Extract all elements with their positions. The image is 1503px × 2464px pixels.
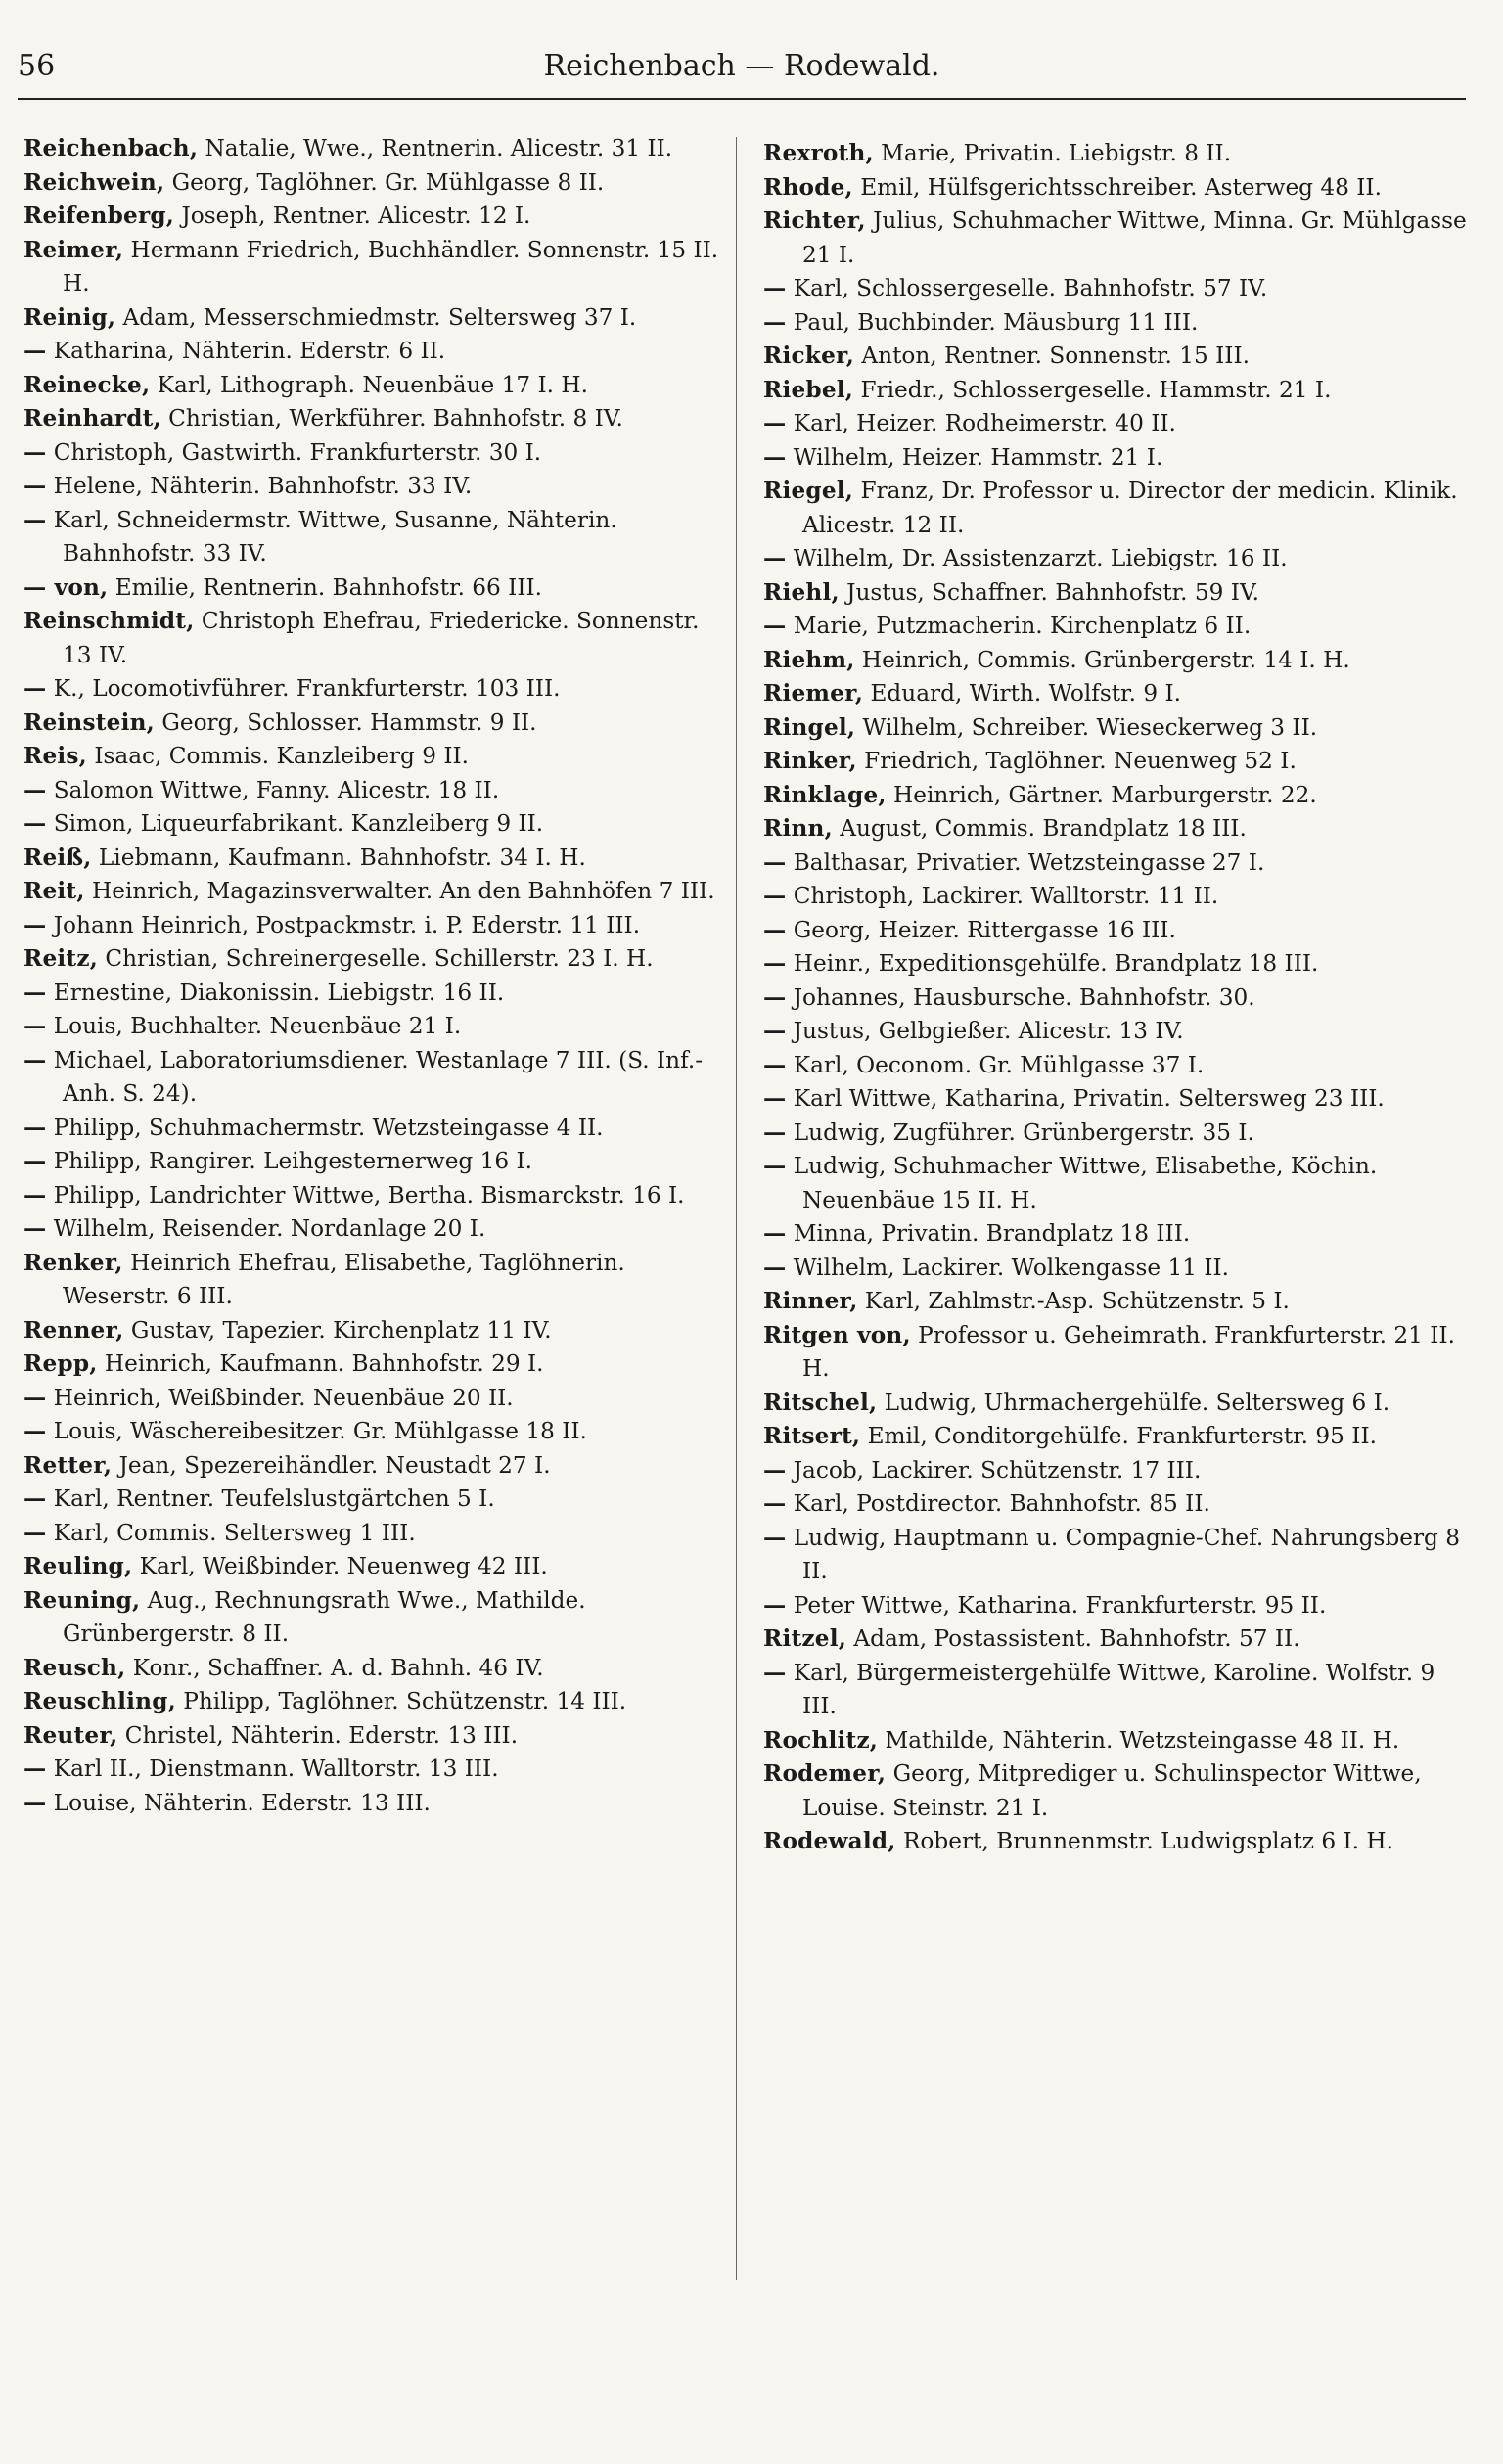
- entry-name: —: [763, 443, 787, 471]
- left-column: [23, 132, 730, 1820]
- entry-details: Ludwig, Zugführer. Grünbergerstr. 35 I.: [786, 1118, 1254, 1146]
- entry-details: Emil, Hülfsgerichtsschreiber. Asterweg 48 II.: [852, 173, 1382, 201]
- entry-name: —: [763, 1085, 787, 1112]
- entry-details: Friedrich, Taglöhner. Neuenweg 52 I.: [856, 748, 1297, 774]
- entry-details: Karl, Postdirector. Bahnhofstr. 85 II.: [786, 1490, 1210, 1517]
- entry-name: Reuning,: [23, 1586, 141, 1614]
- entry-details: Friedr., Schlossergeselle. Hammstr. 21 I.: [853, 376, 1332, 403]
- entry-name: —: [763, 410, 787, 436]
- directory-entry: [763, 644, 1470, 678]
- directory-entry: [23, 909, 730, 943]
- entry-details: Julius, Schuhmacher Wittwe, Minna. Gr. Mühlgasse 21 I.: [802, 207, 1467, 268]
- entry-details: Helene, Nähterin. Bahnhofstr. 33 IV.: [46, 473, 473, 499]
- entry-name: Riehm,: [763, 646, 855, 673]
- directory-entry: [763, 576, 1470, 611]
- directory-entry: [763, 340, 1470, 374]
- directory-entry: [23, 740, 730, 774]
- entry-details: Wilhelm, Heizer. Hammstr. 21 I.: [786, 443, 1163, 471]
- entry-details: Karl, Oeconom. Gr. Mühlgasse 37 I.: [786, 1051, 1205, 1078]
- directory-entry: [23, 1550, 730, 1584]
- entry-name: —: [763, 1018, 787, 1044]
- directory-entry: [763, 1724, 1470, 1758]
- entry-details: Ludwig, Schuhmacher Wittwe, Elisabethe, Köchin. Neuenbäue 15 II. H.: [786, 1153, 1378, 1213]
- directory-entry: [23, 1347, 730, 1382]
- entry-details: Hermann Friedrich, Buchhändler. Sonnenstr. 15 II. H.: [63, 236, 719, 297]
- directory-entry: [763, 205, 1470, 272]
- page-number: 56: [18, 49, 56, 83]
- directory-entry: [23, 1010, 730, 1044]
- entry-details: K., Locomotivführer. Frankfurterstr. 103 III.: [46, 675, 561, 702]
- entry-details: Johann Heinrich, Postpackmstr. i. P. Ederstr. 11 III.: [46, 911, 641, 938]
- entry-details: Paul, Buchbinder. Mäusburg 11 III.: [786, 308, 1199, 336]
- entry-name: Reuling,: [23, 1553, 133, 1579]
- entry-details: Karl, Bürgermeistergehülfe Wittwe, Karoline. Wolfstr. 9 III.: [786, 1659, 1435, 1719]
- entry-details: Karl, Zahlmstr.-Asp. Schützenstr. 5 I.: [857, 1288, 1290, 1314]
- entry-name: —: [23, 1046, 47, 1073]
- entry-name: —: [23, 1181, 47, 1209]
- directory-entry: [23, 1483, 730, 1517]
- directory-entry: [763, 1522, 1470, 1589]
- entry-details: Georg, Heizer. Rittergasse 16 III.: [786, 916, 1176, 943]
- entry-name: Ritschel,: [763, 1389, 878, 1416]
- directory-entry: [23, 1719, 730, 1754]
- entry-details: Philipp, Taglöhner. Schützenstr. 14 III.: [175, 1688, 627, 1714]
- entry-name: Reinstein,: [23, 708, 155, 736]
- entry-details: Christoph, Gastwirth. Frankfurterstr. 30 I.: [46, 438, 542, 466]
- directory-entry: [763, 475, 1470, 542]
- entry-details: Gustav, Tapezier. Kirchenplatz 11 IV.: [123, 1316, 552, 1344]
- directory-entry: [23, 1145, 730, 1179]
- entry-name: Rexroth,: [763, 140, 874, 166]
- directory-entry: [763, 947, 1470, 981]
- directory-entry: [23, 1787, 730, 1821]
- entry-name: Ritzel,: [763, 1625, 846, 1652]
- entry-name: —: [23, 675, 47, 702]
- entry-details: Heinrich, Magazinsverwalter. An den Bahnhöfen 7 III.: [84, 878, 715, 904]
- entry-details: Georg, Mitprediger u. Schulinspector Wittwe, Louise. Steinstr. 21 I.: [802, 1760, 1422, 1821]
- entry-name: Reuter,: [23, 1721, 118, 1749]
- entry-details: Wilhelm, Lackirer. Wolkengasse 11 II.: [786, 1254, 1230, 1281]
- entry-name: Reitz,: [23, 945, 98, 972]
- directory-entry: [763, 1454, 1470, 1488]
- entry-details: Joseph, Rentner. Alicestr. 12 I.: [174, 203, 531, 229]
- entry-name: —: [23, 1215, 47, 1242]
- directory-entry: [23, 1382, 730, 1416]
- directory-entry: [23, 1517, 730, 1551]
- right-column: [763, 137, 1470, 1859]
- entry-name: Rinner,: [763, 1288, 858, 1314]
- entry-name: —: [23, 473, 47, 499]
- directory-entry: [763, 1387, 1470, 1421]
- entry-name: —: [763, 1051, 787, 1078]
- directory-entry: [23, 571, 730, 606]
- directory-entry: [23, 1112, 730, 1146]
- entry-name: Richter,: [763, 207, 866, 234]
- entry-name: —: [763, 1524, 787, 1551]
- entry-name: —: [763, 1220, 787, 1247]
- entry-details: Louise, Nähterin. Ederstr. 13 III.: [46, 1789, 431, 1816]
- entry-details: Karl Wittwe, Katharina, Privatin. Seltersweg 23 III.: [786, 1085, 1385, 1112]
- entry-details: Karl, Weißbinder. Neuenweg 42 III.: [132, 1553, 548, 1579]
- directory-entry: [23, 1314, 730, 1348]
- directory-entry: [763, 1049, 1470, 1083]
- entry-name: Reifenberg,: [23, 203, 175, 229]
- directory-entry: [763, 1487, 1470, 1522]
- directory-entry: [763, 1622, 1470, 1657]
- directory-entry: [23, 234, 730, 301]
- entry-name: Riegel,: [763, 478, 854, 504]
- entry-details: August, Commis. Brandplatz 18 III.: [832, 815, 1247, 842]
- directory-entry: [23, 942, 730, 977]
- entry-name: —: [763, 275, 787, 301]
- entry-name: Riemer,: [763, 680, 864, 707]
- directory-entry: [23, 1584, 730, 1652]
- directory-entry: [763, 846, 1470, 881]
- entry-name: —: [763, 613, 787, 639]
- entry-details: Salomon Wittwe, Fanny. Alicestr. 18 II.: [46, 776, 500, 803]
- entry-name: Rinn,: [763, 815, 833, 842]
- entry-name: —: [763, 1118, 787, 1146]
- entry-details: Simon, Liqueurfabrikant. Kanzleiberg 9 II.: [46, 810, 544, 837]
- directory-entry: [23, 1449, 730, 1483]
- entry-details: Emil, Conditorgehülfe. Frankfurterstr. 95 II.: [860, 1423, 1377, 1449]
- entry-name: Rhode,: [763, 173, 853, 201]
- directory-entry: [23, 166, 730, 201]
- entry-details: Peter Wittwe, Katharina. Frankfurterstr. 95 II.: [786, 1591, 1327, 1619]
- directory-entry: [763, 711, 1470, 746]
- entry-name: —: [23, 1519, 47, 1546]
- entry-name: Ricker,: [763, 342, 855, 369]
- entry-name: —: [763, 545, 787, 571]
- directory-entry: [763, 441, 1470, 476]
- directory-entry: [23, 402, 730, 436]
- entry-name: —: [23, 1148, 47, 1174]
- directory-entry: [23, 1044, 730, 1112]
- directory-entry: [763, 1015, 1470, 1049]
- directory-entry: [23, 1652, 730, 1686]
- entry-name: Reinschmidt,: [23, 608, 195, 634]
- entry-name: Rochlitz,: [763, 1726, 879, 1754]
- directory-entry: [763, 1217, 1470, 1252]
- entry-details: Ernestine, Diakonissin. Liebigstr. 16 II.: [46, 979, 505, 1006]
- directory-entry: [23, 1179, 730, 1213]
- entry-details: Franz, Dr. Professor u. Director der medicin. Klinik. Alicestr. 12 II.: [802, 478, 1458, 538]
- directory-entry: [23, 369, 730, 403]
- directory-entry: [23, 470, 730, 504]
- directory-entry: [763, 137, 1470, 171]
- directory-entry: [23, 132, 730, 166]
- entry-name: Retter,: [23, 1451, 113, 1479]
- entry-name: Renner,: [23, 1316, 124, 1344]
- entry-name: —: [23, 810, 47, 837]
- entry-name: Reichwein,: [23, 168, 165, 196]
- directory-entry: [763, 1589, 1470, 1623]
- entry-name: Ringel,: [763, 713, 856, 741]
- entry-name: —: [763, 1456, 787, 1483]
- directory-entry: [23, 1247, 730, 1314]
- directory-entry: [23, 774, 730, 808]
- entry-name: Renker,: [23, 1249, 123, 1276]
- directory-entry: [23, 842, 730, 876]
- directory-entry: [23, 672, 730, 707]
- entry-name: —: [763, 848, 787, 876]
- entry-details: Emilie, Rentnerin. Bahnhofstr. 66 III.: [108, 573, 543, 601]
- directory-entry: [763, 1420, 1470, 1454]
- entry-name: —: [23, 438, 47, 466]
- entry-details: Michael, Laboratoriumsdiener. Westanlage 7 III. (S. Inf.-Anh. S. 24).: [46, 1046, 704, 1107]
- entry-details: Justus, Gelbgießer. Alicestr. 13 IV.: [786, 1018, 1184, 1044]
- entry-details: Karl, Rentner. Teufelslustgärtchen 5 I.: [46, 1485, 495, 1512]
- directory-entry: [763, 1252, 1470, 1286]
- entry-name: —: [763, 983, 787, 1011]
- entry-details: Natalie, Wwe., Rentnerin. Alicestr. 31 II.: [198, 135, 673, 161]
- directory-entry: [763, 1319, 1470, 1387]
- entry-name: —: [763, 916, 787, 943]
- entry-name: Reinhardt,: [23, 405, 161, 432]
- entry-name: — von,: [23, 573, 109, 601]
- entry-name: —: [763, 950, 787, 977]
- entry-name: —: [23, 506, 47, 533]
- entry-name: —: [23, 1114, 47, 1141]
- directory-entry: [23, 436, 730, 471]
- entry-details: Heinr., Expeditionsgehülfe. Brandplatz 18 III.: [786, 950, 1319, 977]
- entry-details: Karl, Schlossergeselle. Bahnhofstr. 57 IV.: [786, 275, 1268, 301]
- entry-name: Reit,: [23, 878, 85, 904]
- entry-name: Rodewald,: [763, 1828, 896, 1854]
- directory-entry: [763, 880, 1470, 914]
- entry-details: Christian, Werkführer. Bahnhofstr. 8 IV.: [160, 405, 623, 432]
- directory-entry: [23, 200, 730, 234]
- entry-name: —: [23, 338, 47, 364]
- entry-details: Robert, Brunnenmstr. Ludwigsplatz 6 I. H.: [895, 1828, 1393, 1854]
- entry-details: Philipp, Rangirer. Leihgesternerweg 16 I.: [46, 1148, 533, 1174]
- entry-name: Rinker,: [763, 748, 857, 774]
- entry-details: Karl, Schneidermstr. Wittwe, Susanne, Nähterin. Bahnhofstr. 33 IV.: [46, 506, 617, 567]
- entry-details: Adam, Messerschmiedmstr. Seltersweg 37 I.: [115, 303, 637, 331]
- directory-entry: [763, 914, 1470, 948]
- entry-details: Heinrich Ehefrau, Elisabethe, Taglöhnerin. Weserstr. 6 III.: [63, 1249, 625, 1309]
- directory-entry: [763, 1285, 1470, 1319]
- directory-entry: [23, 504, 730, 571]
- directory-entry: [763, 407, 1470, 441]
- entry-name: Reusch,: [23, 1654, 126, 1681]
- entry-name: —: [23, 1756, 47, 1782]
- entry-details: Wilhelm, Dr. Assistenzarzt. Liebigstr. 16 II.: [786, 545, 1288, 571]
- entry-details: Heinrich, Weißbinder. Neuenbäue 20 II.: [46, 1384, 514, 1411]
- entry-details: Johannes, Hausbursche. Bahnhofstr. 30.: [786, 983, 1255, 1011]
- directory-entry: [763, 610, 1470, 644]
- directory-entry: [763, 1082, 1470, 1117]
- entry-details: Karl, Lithograph. Neuenbäue 17 I. H.: [150, 371, 588, 398]
- directory-entry: [763, 171, 1470, 205]
- entry-details: Professor u. Geheimrath. Frankfurterstr. 21 II. H.: [802, 1321, 1455, 1382]
- directory-entry: [763, 1757, 1470, 1825]
- directory-entry: [763, 779, 1470, 813]
- entry-details: Christel, Nähterin. Ederstr. 13 III.: [117, 1721, 519, 1749]
- entry-details: Philipp, Landrichter Wittwe, Bertha. Bismarckstr. 16 I.: [46, 1181, 685, 1209]
- entry-details: Christoph Ehefrau, Friedericke. Sonnenstr. 13 IV.: [63, 608, 700, 668]
- entry-name: Rinklage,: [763, 781, 887, 808]
- entry-name: —: [23, 1418, 47, 1444]
- entry-name: —: [23, 911, 47, 938]
- directory-entry: [23, 1212, 730, 1247]
- directory-entry: [23, 875, 730, 909]
- entry-name: Reimer,: [23, 236, 124, 263]
- entry-name: Reinecke,: [23, 371, 151, 398]
- entry-details: Georg, Schlosser. Hammstr. 9 II.: [154, 708, 537, 736]
- entry-details: Marie, Putzmacherin. Kirchenplatz 6 II.: [786, 613, 1252, 639]
- directory-entry: [763, 542, 1470, 576]
- directory-entry: [763, 1825, 1470, 1859]
- directory-entry: [23, 807, 730, 842]
- entry-details: Justus, Schaffner. Bahnhofstr. 59 IV.: [839, 578, 1260, 606]
- entry-details: Philipp, Schuhmachermstr. Wetzsteingasse 4 II.: [46, 1114, 604, 1141]
- entry-details: Minna, Privatin. Brandplatz 18 III.: [786, 1220, 1191, 1247]
- directory-entry: [23, 1753, 730, 1787]
- entry-name: —: [763, 308, 787, 336]
- entry-details: Liebmann, Kaufmann. Bahnhofstr. 34 I. H.: [91, 844, 586, 871]
- entry-name: —: [23, 1789, 47, 1816]
- directory-entry: [763, 1150, 1470, 1217]
- entry-details: Eduard, Wirth. Wolfstr. 9 I.: [863, 680, 1181, 707]
- directory-entry: [23, 605, 730, 672]
- running-title: Reichenbach — Rodewald.: [543, 49, 940, 83]
- entry-details: Heinrich, Commis. Grünbergerstr. 14 I. H.: [854, 646, 1350, 673]
- entry-details: Heinrich, Kaufmann. Bahnhofstr. 29 I.: [97, 1350, 544, 1377]
- directory-entry: [763, 1117, 1470, 1151]
- entry-details: Heinrich, Gärtner. Marburgerstr. 22.: [886, 781, 1317, 808]
- entry-name: Reuschling,: [23, 1688, 176, 1714]
- entry-name: —: [23, 1485, 47, 1512]
- entry-name: —: [23, 979, 47, 1006]
- column-divider: [736, 137, 737, 2280]
- entry-details: Christoph, Lackirer. Walltorstr. 11 II.: [786, 883, 1219, 909]
- entry-details: Aug., Rechnungsrath Wwe., Mathilde. Grünbergerstr. 8 II.: [63, 1586, 586, 1647]
- entry-name: Riebel,: [763, 376, 854, 403]
- entry-details: Jacob, Lackirer. Schützenstr. 17 III.: [786, 1456, 1202, 1483]
- directory-entry: [763, 981, 1470, 1016]
- entry-details: Wilhelm, Schreiber. Wieseckerweg 3 II.: [855, 713, 1318, 741]
- entry-name: Repp,: [23, 1350, 98, 1377]
- directory-entry: [23, 335, 730, 369]
- entry-details: Konr., Schaffner. A. d. Bahnh. 46 IV.: [125, 1654, 544, 1681]
- entry-name: —: [763, 883, 787, 909]
- entry-name: Reis,: [23, 743, 87, 769]
- directory-entry: [23, 1415, 730, 1449]
- entry-name: —: [23, 776, 47, 803]
- entry-details: Wilhelm, Reisender. Nordanlage 20 I.: [46, 1215, 486, 1242]
- entry-name: Rodemer,: [763, 1760, 887, 1787]
- entry-details: Louis, Wäschereibesitzer. Gr. Mühlgasse 18 II.: [46, 1418, 587, 1444]
- directory-entry: [23, 707, 730, 741]
- directory-entry: [23, 1685, 730, 1719]
- directory-entry: [763, 374, 1470, 408]
- directory-entry: [763, 1657, 1470, 1724]
- entry-details: Karl, Heizer. Rodheimerstr. 40 II.: [786, 410, 1176, 436]
- entry-details: Karl II., Dienstmann. Walltorstr. 13 III.: [46, 1756, 499, 1782]
- entry-name: Reiß,: [23, 844, 92, 871]
- directory-entry: [763, 306, 1470, 341]
- entry-name: —: [23, 1013, 47, 1039]
- entry-details: Ludwig, Uhrmachergehülfe. Seltersweg 6 I.: [877, 1389, 1390, 1416]
- page-header: [18, 49, 1466, 100]
- directory-entry: [763, 745, 1470, 779]
- entry-name: —: [23, 1384, 47, 1411]
- entry-details: Anton, Rentner. Sonnenstr. 15 III.: [854, 342, 1250, 369]
- directory-entry: [763, 272, 1470, 306]
- entry-name: —: [763, 1659, 787, 1686]
- directory-entry: [763, 812, 1470, 846]
- entry-name: —: [763, 1591, 787, 1619]
- entry-details: Mathilde, Nähterin. Wetzsteingasse 48 II. H.: [878, 1726, 1400, 1754]
- entry-details: Ludwig, Hauptmann u. Compagnie-Chef. Nahrungsberg 8 II.: [786, 1524, 1461, 1584]
- directory-entry: [763, 677, 1470, 711]
- directory-entry: [23, 301, 730, 336]
- entry-details: Isaac, Commis. Kanzleiberg 9 II.: [86, 743, 470, 769]
- entry-details: Karl, Commis. Seltersweg 1 III.: [46, 1519, 416, 1546]
- entry-details: Katharina, Nähterin. Ederstr. 6 II.: [46, 338, 446, 364]
- directory-entry: [23, 977, 730, 1011]
- entry-details: Louis, Buchhalter. Neuenbäue 21 I.: [46, 1013, 462, 1039]
- entry-details: Christian, Schreinergeselle. Schillerstr. 23 I. H.: [97, 945, 654, 972]
- entry-name: —: [763, 1254, 787, 1281]
- entry-name: —: [763, 1490, 787, 1517]
- entry-details: Marie, Privatin. Liebigstr. 8 II.: [873, 140, 1232, 166]
- entry-name: —: [763, 1153, 787, 1179]
- entry-name: Ritgen von,: [763, 1321, 911, 1348]
- entry-name: Ritsert,: [763, 1423, 861, 1449]
- entry-details: Adam, Postassistent. Bahnhofstr. 57 II.: [846, 1625, 1300, 1652]
- entry-details: Balthasar, Privatier. Wetzsteingasse 27 I.: [786, 848, 1265, 876]
- entry-name: Reinig,: [23, 303, 116, 331]
- entry-details: Georg, Taglöhner. Gr. Mühlgasse 8 II.: [164, 168, 605, 196]
- entry-name: Reichenbach,: [23, 135, 199, 161]
- entry-details: Jean, Spezereihändler. Neustadt 27 I.: [112, 1451, 551, 1479]
- entry-name: Riehl,: [763, 578, 840, 606]
